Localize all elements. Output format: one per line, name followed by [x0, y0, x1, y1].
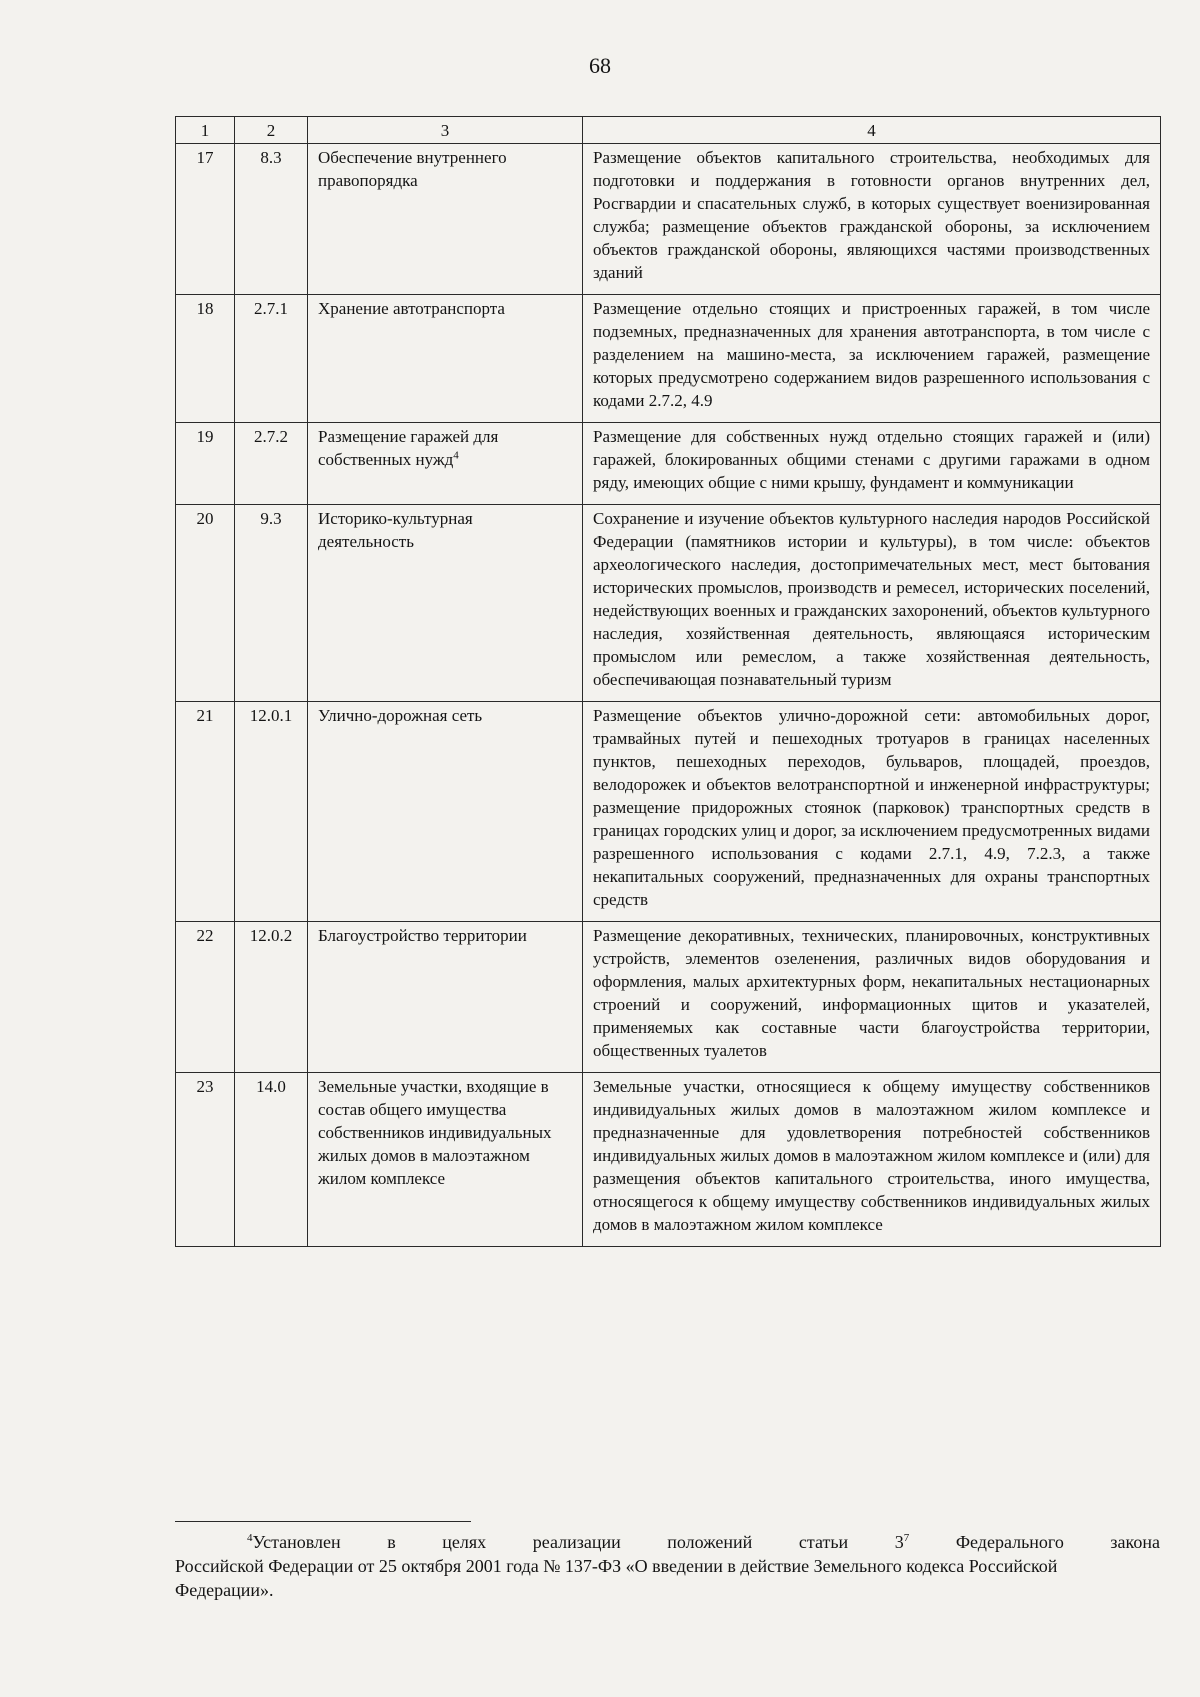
- use-name-text: Улично-дорожная сеть: [318, 706, 483, 725]
- use-description: Размещение объектов капитального строительства, необходимых для подготовки и поддержания в готовности органов внутренних дел, Росгвардии и спасательных служб, в которых существует военизированная служба; размещение объектов гражданской обороны, за исключением объектов гражданской обороны, являющихся частями производственных зданий: [583, 144, 1161, 295]
- use-description: Земельные участки, относящиеся к общему имуществу собственников индивидуальных жилых домов в малоэтажном жилом комплексе и предназначенные для удовлетворения потребностей собственников индивидуальных жилых домов в малоэтажном жилом комплексе и (или) для размещения объектов капитального строительства, иного имущества, относящегося к общему имуществу собственников индивидуальных жилых домов в малоэтажном жилом комплексе: [583, 1073, 1161, 1247]
- footnote-text-a: Установлен в целях реализации положений статьи 3: [252, 1532, 904, 1552]
- row-number: 22: [176, 922, 235, 1073]
- use-name-text: Историко-культурная деятельность: [318, 509, 473, 551]
- use-description: Размещение отдельно стоящих и пристроенных гаражей, в том числе подземных, предназначенных для хранения автотранспорта, в том числе с разделением на машино-места, за исключением гаражей, размещение которых предусмотрено содержанием видов разрешенного использования с кодами 2.7.2, 4.9: [583, 295, 1161, 423]
- table-row: [176, 505, 1161, 702]
- table-row: [176, 295, 1161, 423]
- footnote-marker: 4: [247, 1532, 253, 1544]
- footnote-text-rest: Российской Федерации от 25 октября 2001 года № 137-ФЗ «О введении в действие Земельного кодекса Российской Федерации».: [175, 1556, 1058, 1600]
- use-description: Сохранение и изучение объектов культурного наследия народов Российской Федерации (памятников истории и культуры), в том числе: объектов археологического наследия, достопримечательных мест, мест бытования исторических промыслов, производств и ремесел, исторических поселений, недействующих военных и гражданских захоронений, объектов культурного наследия, хозяйственная деятельность, являющаяся историческим промыслом или ремеслом, а также хозяйственная деятельность, обеспечивающая познавательный туризм: [583, 505, 1161, 702]
- row-number: 20: [176, 505, 235, 702]
- row-number: 17: [176, 144, 235, 295]
- footnote-separator: [175, 1521, 471, 1522]
- row-number: 19: [176, 423, 235, 505]
- header-cell-2: 2: [235, 117, 308, 144]
- table-row: [176, 922, 1161, 1073]
- row-number: 18: [176, 295, 235, 423]
- use-code: 12.0.2: [235, 922, 308, 1073]
- use-description: Размещение декоративных, технических, планировочных, конструктивных устройств, элементов озеленения, различных видов оборудования и оформления, малых архитектурных форм, некапитальных нестационарных строений и сооружений, информационных щитов и указателей, применяемых как составные части благоустройства территории, общественных туалетов: [583, 922, 1161, 1073]
- footnote-text-b: Федерального закона: [909, 1532, 1160, 1552]
- table-row: [176, 144, 1161, 295]
- use-name: [308, 144, 583, 295]
- use-name-text: Хранение автотранспорта: [318, 299, 505, 318]
- footnote-line-1: [175, 1530, 1160, 1554]
- header-cell-4: 4: [583, 117, 1161, 144]
- row-number: 23: [176, 1073, 235, 1247]
- use-code: 12.0.1: [235, 702, 308, 922]
- footnote: [175, 1530, 1160, 1602]
- use-code: 2.7.2: [235, 423, 308, 505]
- table-row: [176, 702, 1161, 922]
- use-name-text: Размещение гаражей для собственных нужд: [318, 427, 499, 469]
- use-name: [308, 922, 583, 1073]
- use-name: [308, 505, 583, 702]
- table-header-row: [176, 117, 1161, 144]
- use-code: 9.3: [235, 505, 308, 702]
- row-number: 21: [176, 702, 235, 922]
- footnote-reference: 4: [453, 449, 459, 462]
- use-code: 2.7.1: [235, 295, 308, 423]
- footnote-article-sup: 7: [903, 1532, 910, 1544]
- use-name-text: Обеспечение внутреннего правопорядка: [318, 148, 507, 190]
- use-name: [308, 702, 583, 922]
- table-row: [176, 423, 1161, 505]
- use-name: [308, 295, 583, 423]
- header-cell-3: 3: [308, 117, 583, 144]
- use-code: 8.3: [235, 144, 308, 295]
- land-use-table: [175, 116, 1161, 1247]
- land-use-table-body: [176, 117, 1161, 1247]
- use-name-text: Благоустройство территории: [318, 926, 527, 945]
- header-cell-1: 1: [176, 117, 235, 144]
- use-name: [308, 423, 583, 505]
- use-code: 14.0: [235, 1073, 308, 1247]
- use-name-text: Земельные участки, входящие в состав общего имущества собственников индивидуальных жилых домов в малоэтажном жилом комплексе: [318, 1077, 552, 1188]
- table-row: [176, 1073, 1161, 1247]
- use-name: [308, 1073, 583, 1247]
- page-number: 68: [589, 53, 611, 78]
- use-description: Размещение объектов улично-дорожной сети: автомобильных дорог, трамвайных путей и пешеходных тротуаров в границах населенных пунктов, пешеходных переходов, бульваров, площадей, проездов, велодорожек и объектов велотранспортной и инженерной инфраструктуры; размещение придорожных стоянок (парковок) транспортных средств в границах городских улиц и дорог, за исключением предусмотренных видами разрешенного использования с кодами 2.7.1, 4.9, 7.2.3, а также некапитальных сооружений, предназначенных для охраны транспортных средств: [583, 702, 1161, 922]
- use-description: Размещение для собственных нужд отдельно стоящих гаражей и (или) гаражей, блокированных общими стенами с другими гаражами в одном ряду, имеющих общие с ними крышу, фундамент и коммуникации: [583, 423, 1161, 505]
